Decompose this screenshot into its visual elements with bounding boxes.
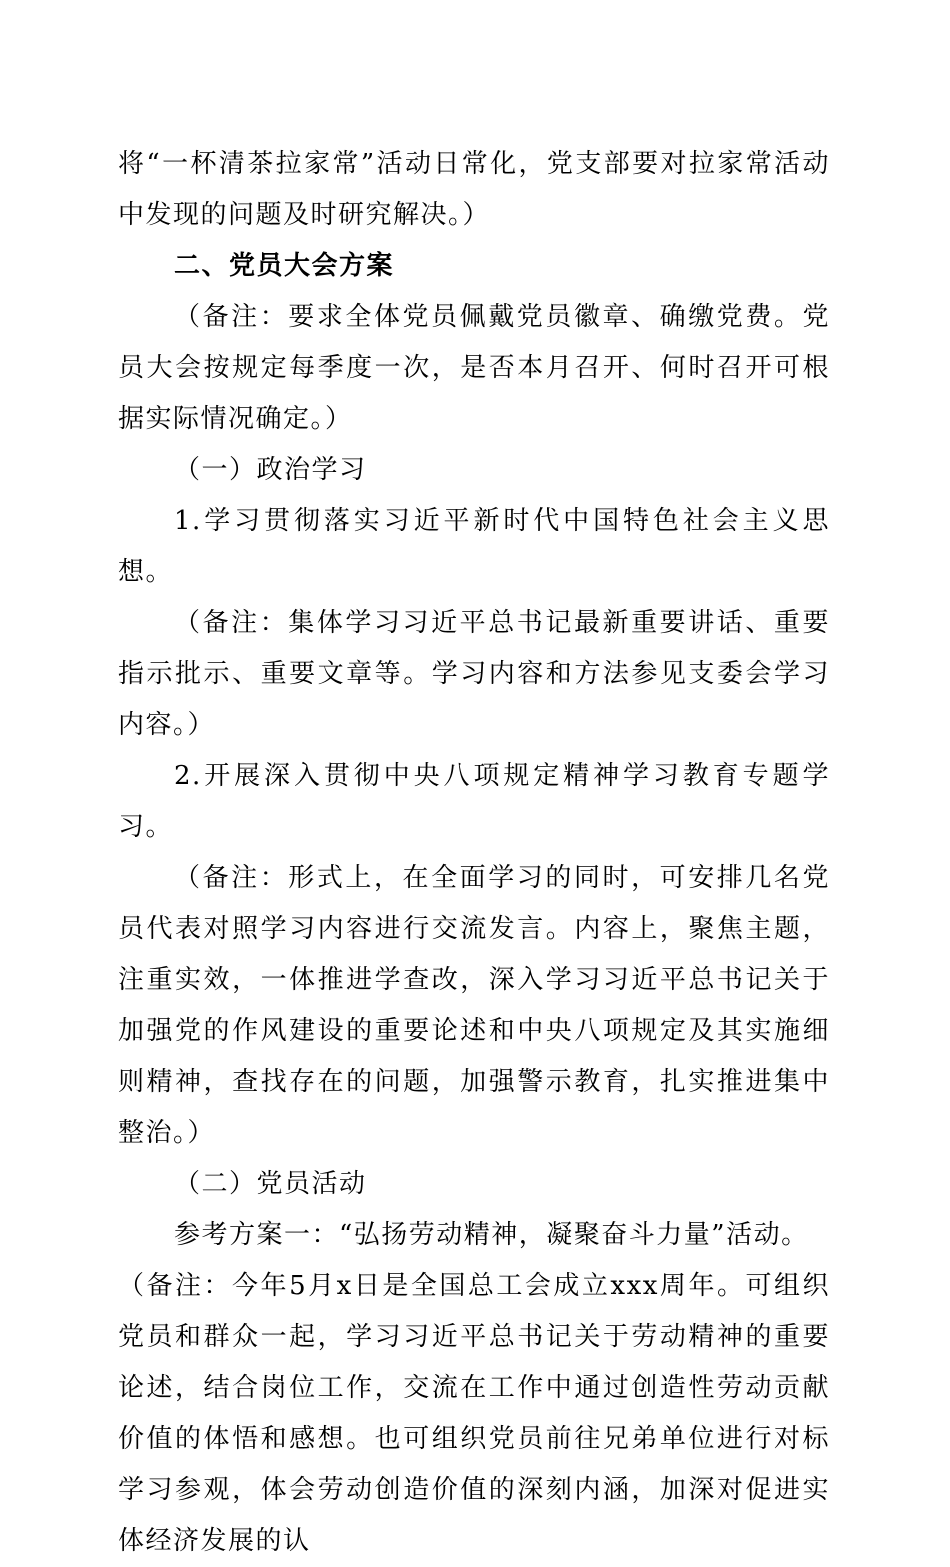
study-item-2: 2.开展深入贯彻中央八项规定精神学习教育专题学习。	[118, 761, 830, 842]
document-body	[118, 139, 830, 1567]
note-paragraph: （备注：要求全体党员佩戴党员徽章、确缴党费。党员大会按规定每季度一次，是否本月召开、何时召开可根据实际情况确定。）	[118, 302, 830, 434]
subsection-heading-political-study: （一）政治学习	[174, 455, 367, 485]
section-heading-2: 二、党员大会方案	[174, 251, 395, 281]
activity-plan-1: 参考方案一：“弘扬劳动精神，凝聚奋斗力量”活动。	[174, 1220, 809, 1250]
subsection-heading-member-activities: （二）党员活动	[174, 1169, 367, 1199]
study-item-1: 1.学习贯彻落实习近平新时代中国特色社会主义思想。	[118, 506, 830, 587]
paragraph-continuation: 将“一杯清茶拉家常”活动日常化，党支部要对拉家常活动中发现的问题及时研究解决。）	[118, 149, 830, 230]
note-paragraph: （备注：集体学习习近平总书记最新重要讲话、重要指示批示、重要文章等。学习内容和方法参见支委会学习内容。）	[118, 608, 830, 740]
note-paragraph: （备注：今年5月x日是全国总工会成立xxx周年。可组织党员和群众一起，学习习近平总书记关于劳动精神的重要论述，结合岗位工作，交流在工作中通过创造性劳动贡献价值的体悟和感想。也可组织党员前往兄弟单位进行对标学习参观，体会劳动创造价值的深刻内涵，加深对促进实体经济发展的认	[118, 1271, 830, 1556]
note-paragraph: （备注：形式上，在全面学习的同时，可安排几名党员代表对照学习内容进行交流发言。内容上，聚焦主题，注重实效，一体推进学查改，深入学习习近平总书记关于加强党的作风建设的重要论述和中央八项规定及其实施细则精神，查找存在的问题，加强警示教育，扎实推进集中整治。）	[118, 863, 830, 1148]
